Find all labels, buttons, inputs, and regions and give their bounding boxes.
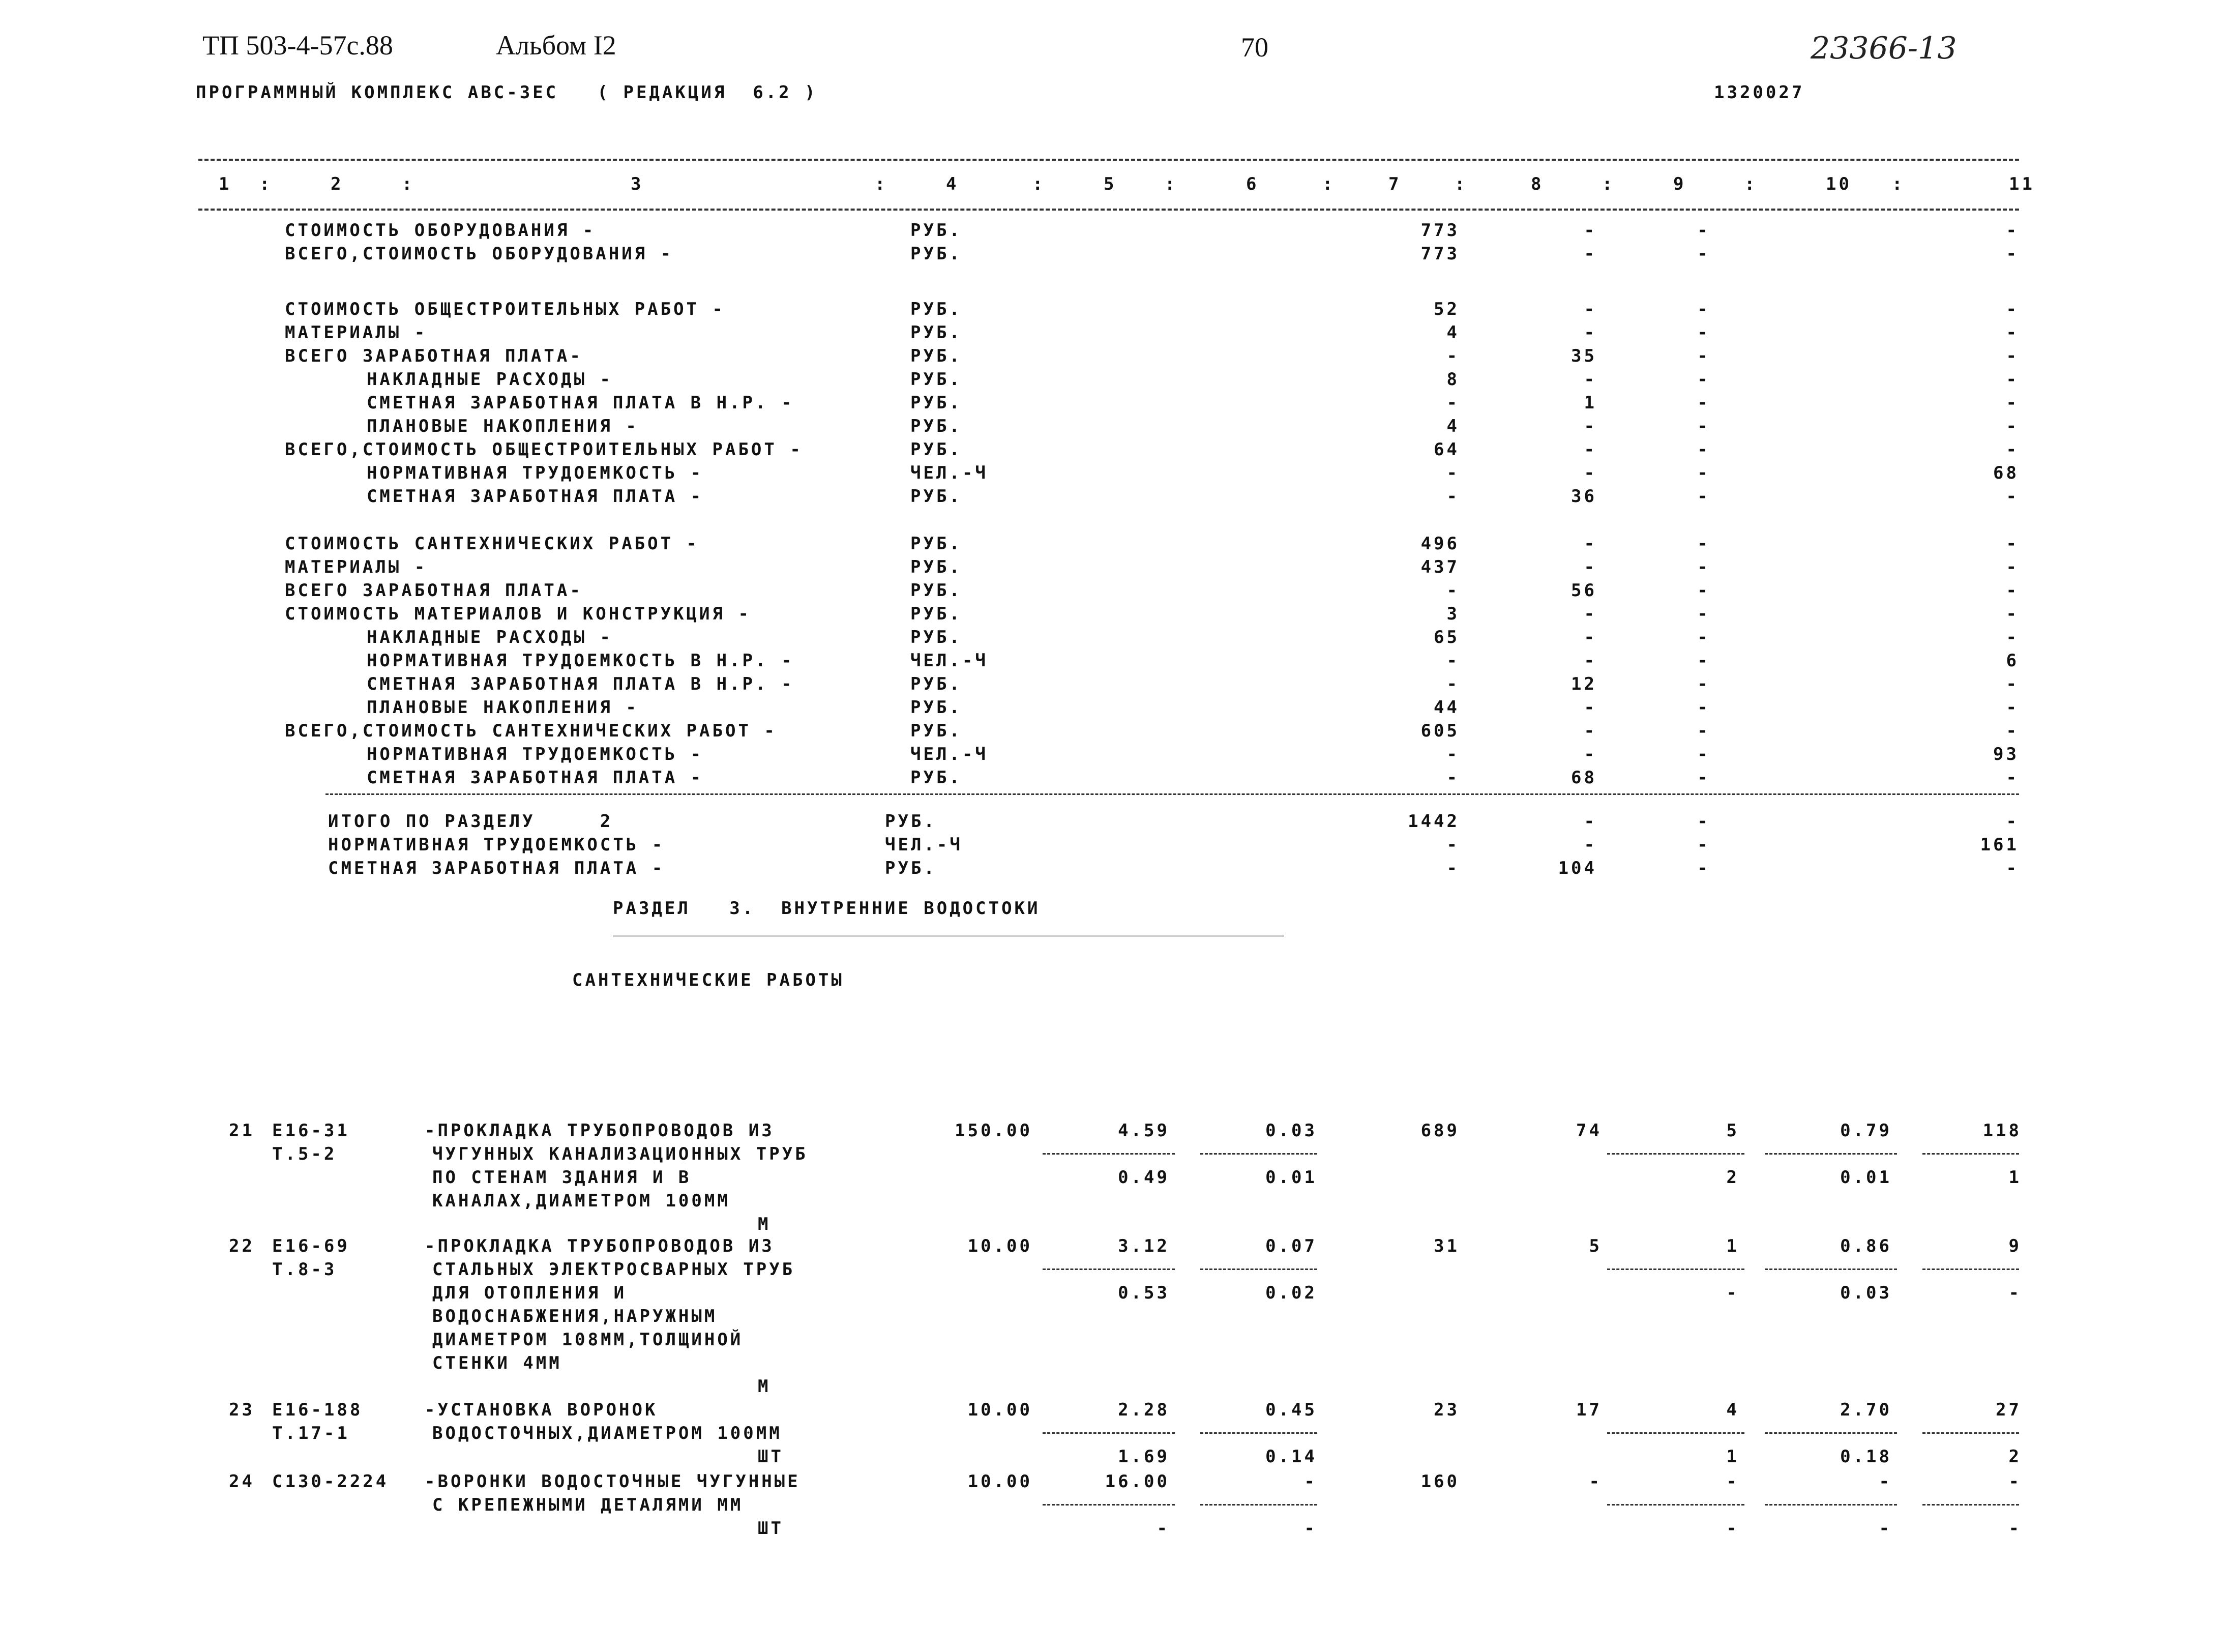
summary-label: ВСЕГО ЗАРАБОТНАЯ ПЛАТА-	[285, 346, 583, 366]
program-line: ПРОГРАММНЫЙ КОМПЛЕКС АВС-3ЕС ( РЕДАКЦИЯ 6.2 )	[196, 82, 818, 103]
summary-col11: -	[2006, 604, 2019, 624]
summary-col7: 64	[1434, 439, 1460, 460]
summary-col11: -	[2006, 721, 2019, 741]
item-col6: 0.45	[1265, 1400, 1317, 1420]
item-col5: 2.28	[1118, 1400, 1170, 1420]
section-underline	[613, 935, 1284, 936]
summary-col7: 4	[1446, 416, 1460, 436]
item-separator	[1765, 1504, 1897, 1506]
summary-unit: РУБ.	[910, 439, 962, 460]
item-unit: М	[758, 1376, 771, 1397]
item-quantity: 150.00	[955, 1120, 1032, 1141]
summary-label: ПЛАНОВЫЕ НАКОПЛЕНИЯ -	[341, 697, 639, 718]
summary-col9: -	[1697, 580, 1710, 601]
item-col9: 1	[1726, 1236, 1739, 1256]
item-unit: ШТ	[758, 1447, 784, 1467]
item-separator	[1607, 1153, 1744, 1155]
summary-col9: -	[1697, 416, 1710, 436]
summary-col8: 68	[1571, 768, 1597, 788]
item-col9: 4	[1726, 1400, 1739, 1420]
column-header-cell: :	[1455, 174, 1468, 194]
summary-label: СТОИМОСТЬ САНТЕХНИЧЕСКИХ РАБОТ -	[285, 534, 700, 554]
summary-col8: -	[1584, 220, 1597, 241]
item-col11-secondary: -	[2008, 1283, 2022, 1303]
item-col9-secondary: 1	[1726, 1447, 1739, 1467]
summary-col8: -	[1584, 416, 1597, 436]
summary-unit: РУБ.	[910, 674, 962, 694]
item-separator	[1922, 1432, 2019, 1434]
program-code: 1320027	[1714, 82, 1805, 103]
item-separator	[1765, 1432, 1897, 1434]
item-separator	[1043, 1268, 1175, 1270]
summary-col11: -	[2006, 580, 2019, 601]
item-ref: Т.17-1	[272, 1423, 350, 1443]
summary-label: МАТЕРИАЛЫ -	[285, 557, 428, 577]
item-separator	[1922, 1153, 2019, 1155]
column-header-cell: 4	[946, 174, 959, 194]
column-header-cell: 5	[1104, 174, 1117, 194]
summary-col7: 65	[1434, 627, 1460, 647]
summary-col11: -	[2006, 439, 2019, 460]
summary-label: НАКЛАДНЫЕ РАСХОДЫ -	[341, 369, 613, 390]
doc-code: ТП 503-4-57с.88	[202, 30, 393, 61]
totals-col9: -	[1697, 858, 1710, 878]
totals-col8: -	[1584, 811, 1597, 832]
header-bottom-rule	[198, 209, 2019, 211]
summary-col8: -	[1584, 534, 1597, 554]
column-header-cell: 6	[1246, 174, 1259, 194]
item-col8: 5	[1589, 1236, 1602, 1256]
column-header-cell: 8	[1531, 174, 1544, 194]
item-ref: Т.8-3	[272, 1259, 337, 1280]
summary-col8: -	[1584, 322, 1597, 343]
item-col5: 3.12	[1118, 1236, 1170, 1256]
item-description-line: ПО СТЕНАМ ЗДАНИЯ И В	[432, 1167, 692, 1188]
summary-col7: 8	[1446, 369, 1460, 390]
item-description-line: -ПРОКЛАДКА ТРУБОПРОВОДОВ ИЗ	[425, 1120, 775, 1141]
summary-col9: -	[1697, 463, 1710, 483]
item-col9-secondary: -	[1726, 1283, 1739, 1303]
summary-col8: -	[1584, 697, 1597, 718]
summary-col8: -	[1584, 463, 1597, 483]
summary-col8: -	[1584, 604, 1597, 624]
item-col10-secondary: 0.01	[1840, 1167, 1892, 1188]
column-header-cell: :	[1322, 174, 1336, 194]
summary-label: ВСЕГО,СТОИМОСТЬ ОБОРУДОВАНИЯ -	[285, 244, 674, 264]
summary-col7: -	[1446, 346, 1460, 366]
item-col11: -	[2008, 1471, 2022, 1492]
summary-unit: РУБ.	[910, 220, 962, 241]
column-header-cell: :	[259, 174, 273, 194]
totals-rule	[325, 793, 2019, 795]
page-number: 70	[1241, 32, 1268, 63]
summary-label: ВСЕГО ЗАРАБОТНАЯ ПЛАТА-	[285, 580, 583, 601]
summary-col7: 773	[1420, 220, 1460, 241]
column-header-cell: 10	[1826, 174, 1852, 194]
item-col9: 5	[1726, 1120, 1739, 1141]
summary-col7: -	[1446, 393, 1460, 413]
item-unit: М	[758, 1214, 771, 1234]
item-col10: 0.86	[1840, 1236, 1892, 1256]
summary-col11: -	[2006, 534, 2019, 554]
summary-col11: 93	[1993, 744, 2019, 764]
item-col5-secondary: -	[1157, 1518, 1170, 1539]
summary-col9: -	[1697, 674, 1710, 694]
summary-col11: 68	[1993, 463, 2019, 483]
column-header-cell: :	[1165, 174, 1178, 194]
summary-unit: ЧЕЛ.-Ч	[910, 463, 988, 483]
summary-col7: 3	[1446, 604, 1460, 624]
item-col9-secondary: 2	[1726, 1167, 1739, 1188]
album-label: Альбом I2	[496, 30, 616, 61]
summary-col11: -	[2006, 322, 2019, 343]
item-separator	[1607, 1504, 1744, 1506]
totals-col7: -	[1446, 858, 1460, 878]
section-title: РАЗДЕЛ 3. ВНУТРЕННИЕ ВОДОСТОКИ	[613, 898, 1041, 919]
summary-unit: РУБ.	[910, 393, 962, 413]
totals-col8: -	[1584, 835, 1597, 855]
summary-label: МАТЕРИАЛЫ -	[285, 322, 428, 343]
item-col6: 0.07	[1265, 1236, 1317, 1256]
summary-col11: 6	[2006, 651, 2019, 671]
item-col5: 4.59	[1118, 1120, 1170, 1141]
summary-col9: -	[1697, 486, 1710, 507]
item-separator	[1043, 1432, 1175, 1434]
summary-col8: 35	[1571, 346, 1597, 366]
column-header-cell: 1	[219, 174, 232, 194]
summary-col7: 4	[1446, 322, 1460, 343]
summary-col7: -	[1446, 768, 1460, 788]
summary-col7: -	[1446, 463, 1460, 483]
totals-label: ИТОГО ПО РАЗДЕЛУ 2	[328, 811, 613, 832]
summary-col7: 52	[1434, 299, 1460, 319]
summary-col8: 36	[1571, 486, 1597, 507]
summary-col9: -	[1697, 604, 1710, 624]
summary-label: СТОИМОСТЬ ОБЩЕСТРОИТЕЛЬНЫХ РАБОТ -	[285, 299, 725, 319]
item-col7: 160	[1420, 1471, 1460, 1492]
item-col5-secondary: 0.49	[1118, 1167, 1170, 1188]
summary-unit: РУБ.	[910, 580, 962, 601]
summary-col9: -	[1697, 651, 1710, 671]
item-separator	[1043, 1504, 1175, 1506]
column-header-cell: 9	[1673, 174, 1686, 194]
summary-unit: ЧЕЛ.-Ч	[910, 651, 988, 671]
summary-unit: РУБ.	[910, 486, 962, 507]
item-separator	[1607, 1268, 1744, 1270]
item-description-line: -ВОРОНКИ ВОДОСТОЧНЫЕ ЧУГУННЫЕ	[425, 1471, 801, 1492]
item-col10: 2.70	[1840, 1400, 1892, 1420]
item-col10-secondary: 0.03	[1840, 1283, 1892, 1303]
summary-col9: -	[1697, 627, 1710, 647]
item-col6-secondary: 0.14	[1265, 1447, 1317, 1467]
item-col11-secondary: 2	[2008, 1447, 2022, 1467]
item-separator	[1607, 1432, 1744, 1434]
column-header-cell: 11	[2009, 174, 2035, 194]
item-description-line: СТЕНКИ 4ММ	[432, 1353, 562, 1373]
item-description-line: С КРЕПЕЖНЫМИ ДЕТАЛЯМИ ММ	[432, 1495, 744, 1515]
summary-col7: -	[1446, 651, 1460, 671]
summary-col8: -	[1584, 439, 1597, 460]
summary-label: НОРМАТИВНАЯ ТРУДОЕМКОСТЬ -	[341, 744, 704, 764]
summary-col8: -	[1584, 299, 1597, 319]
item-col10: -	[1879, 1471, 1892, 1492]
item-col8: -	[1589, 1471, 1602, 1492]
summary-col9: -	[1697, 439, 1710, 460]
column-header-cell: :	[1602, 174, 1615, 194]
summary-unit: РУБ.	[910, 416, 962, 436]
summary-col8: -	[1584, 557, 1597, 577]
item-quantity: 10.00	[967, 1236, 1032, 1256]
summary-col11: -	[2006, 674, 2019, 694]
summary-col8: 56	[1571, 580, 1597, 601]
summary-col7: -	[1446, 674, 1460, 694]
summary-col11: -	[2006, 220, 2019, 241]
item-col5: 16.00	[1105, 1471, 1170, 1492]
summary-unit: РУБ.	[910, 697, 962, 718]
summary-unit: РУБ.	[910, 244, 962, 264]
summary-unit: РУБ.	[910, 604, 962, 624]
summary-unit: РУБ.	[910, 627, 962, 647]
item-col10: 0.79	[1840, 1120, 1892, 1141]
totals-col7: -	[1446, 835, 1460, 855]
totals-col9: -	[1697, 811, 1710, 832]
summary-col9: -	[1697, 369, 1710, 390]
summary-label: ВСЕГО,СТОИМОСТЬ САНТЕХНИЧЕСКИХ РАБОТ -	[285, 721, 777, 741]
totals-col8: 104	[1558, 858, 1597, 878]
summary-col11: -	[2006, 557, 2019, 577]
summary-col7: 437	[1420, 557, 1460, 577]
item-code: Е16-188	[272, 1400, 363, 1420]
column-header-cell: :	[1892, 174, 1905, 194]
item-number: 21	[229, 1120, 255, 1141]
item-col7: 31	[1434, 1236, 1460, 1256]
item-quantity: 10.00	[967, 1471, 1032, 1492]
summary-col7: -	[1446, 744, 1460, 764]
summary-col8: -	[1584, 744, 1597, 764]
column-header-cell: :	[875, 174, 888, 194]
summary-label: СМЕТНАЯ ЗАРАБОТНАЯ ПЛАТА В Н.Р. -	[341, 674, 794, 694]
summary-col8: -	[1584, 244, 1597, 264]
summary-col8: -	[1584, 721, 1597, 741]
summary-col9: -	[1697, 557, 1710, 577]
summary-label: НОРМАТИВНАЯ ТРУДОЕМКОСТЬ -	[341, 463, 704, 483]
summary-col9: -	[1697, 346, 1710, 366]
summary-col9: -	[1697, 393, 1710, 413]
column-header-cell: 3	[631, 174, 644, 194]
totals-col11: -	[2006, 811, 2019, 832]
item-col6-secondary: 0.02	[1265, 1283, 1317, 1303]
summary-unit: РУБ.	[910, 322, 962, 343]
handwritten-number: 23366-13	[1811, 31, 1957, 66]
item-col11: 9	[2008, 1236, 2022, 1256]
item-ref: Т.5-2	[272, 1144, 337, 1164]
item-col5-secondary: 0.53	[1118, 1283, 1170, 1303]
summary-col7: -	[1446, 580, 1460, 601]
summary-col7: 605	[1420, 721, 1460, 741]
totals-col7: 1442	[1408, 811, 1460, 832]
item-col7: 689	[1420, 1120, 1460, 1141]
item-col6-secondary: -	[1304, 1518, 1317, 1539]
item-unit: ШТ	[758, 1518, 784, 1539]
summary-col11: -	[2006, 369, 2019, 390]
item-col10-secondary: -	[1879, 1518, 1892, 1539]
summary-col9: -	[1697, 697, 1710, 718]
item-separator	[1922, 1268, 2019, 1270]
item-separator	[1200, 1504, 1317, 1506]
summary-unit: РУБ.	[910, 768, 962, 788]
totals-col9: -	[1697, 835, 1710, 855]
item-separator	[1922, 1504, 2019, 1506]
column-header-cell: 7	[1388, 174, 1402, 194]
summary-unit: РУБ.	[910, 299, 962, 319]
item-number: 24	[229, 1471, 255, 1492]
column-header-cell: :	[402, 174, 415, 194]
totals-col11: -	[2006, 858, 2019, 878]
item-col6: -	[1304, 1471, 1317, 1492]
item-col9-secondary: -	[1726, 1518, 1739, 1539]
summary-label: СМЕТНАЯ ЗАРАБОТНАЯ ПЛАТА В Н.Р. -	[341, 393, 794, 413]
item-number: 23	[229, 1400, 255, 1420]
item-separator	[1765, 1268, 1897, 1270]
summary-col7: 773	[1420, 244, 1460, 264]
summary-label: НОРМАТИВНАЯ ТРУДОЕМКОСТЬ В Н.Р. -	[341, 651, 794, 671]
totals-unit: РУБ.	[885, 811, 937, 832]
summary-col11: -	[2006, 244, 2019, 264]
summary-col7: -	[1446, 486, 1460, 507]
item-number: 22	[229, 1236, 255, 1256]
summary-col9: -	[1697, 220, 1710, 241]
item-code: С130-2224	[272, 1471, 389, 1492]
summary-label: СМЕТНАЯ ЗАРАБОТНАЯ ПЛАТА -	[341, 768, 704, 788]
summary-label: ПЛАНОВЫЕ НАКОПЛЕНИЯ -	[341, 416, 639, 436]
item-description-line: ВОДОСНАБЖЕНИЯ,НАРУЖНЫМ	[432, 1306, 718, 1326]
summary-unit: РУБ.	[910, 369, 962, 390]
column-header-cell: 2	[331, 174, 344, 194]
summary-label: СТОИМОСТЬ МАТЕРИАЛОВ И КОНСТРУКЦИЯ -	[285, 604, 751, 624]
item-description-line: СТАЛЬНЫХ ЭЛЕКТРОСВАРНЫХ ТРУБ	[432, 1259, 795, 1280]
item-col11: 27	[1996, 1400, 2022, 1420]
summary-label: ВСЕГО,СТОИМОСТЬ ОБЩЕСТРОИТЕЛЬНЫХ РАБОТ -	[285, 439, 803, 460]
section-subtitle: САНТЕХНИЧЕСКИЕ РАБОТЫ	[572, 970, 844, 990]
item-col10-secondary: 0.18	[1840, 1447, 1892, 1467]
item-col6-secondary: 0.01	[1265, 1167, 1317, 1188]
summary-col8: 1	[1584, 393, 1597, 413]
item-description-line: ДЛЯ ОТОПЛЕНИЯ И	[432, 1283, 627, 1303]
item-col11: 118	[1982, 1120, 2022, 1141]
summary-unit: РУБ.	[910, 534, 962, 554]
summary-col11: -	[2006, 416, 2019, 436]
summary-col8: -	[1584, 369, 1597, 390]
totals-col11: 161	[1980, 835, 2019, 855]
totals-unit: РУБ.	[885, 858, 937, 878]
summary-label: НАКЛАДНЫЕ РАСХОДЫ -	[341, 627, 613, 647]
summary-col8: -	[1584, 651, 1597, 671]
summary-col9: -	[1697, 244, 1710, 264]
item-separator	[1043, 1153, 1175, 1155]
item-code: Е16-31	[272, 1120, 350, 1141]
item-description-line: ЧУГУННЫХ КАНАЛИЗАЦИОННЫХ ТРУБ	[432, 1144, 808, 1164]
summary-col11: -	[2006, 393, 2019, 413]
item-separator	[1765, 1153, 1897, 1155]
summary-col11: -	[2006, 486, 2019, 507]
summary-col8: 12	[1571, 674, 1597, 694]
item-description-line: -УСТАНОВКА ВОРОНОК	[425, 1400, 658, 1420]
item-col6: 0.03	[1265, 1120, 1317, 1141]
item-code: Е16-69	[272, 1236, 350, 1256]
item-separator	[1200, 1268, 1317, 1270]
item-col7: 23	[1434, 1400, 1460, 1420]
item-col8: 74	[1576, 1120, 1602, 1141]
item-col11-secondary: 1	[2008, 1167, 2022, 1188]
item-description-line: КАНАЛАХ,ДИАМЕТРОМ 100ММ	[432, 1191, 730, 1211]
summary-col11: -	[2006, 627, 2019, 647]
totals-label: НОРМАТИВНАЯ ТРУДОЕМКОСТЬ -	[328, 835, 665, 855]
summary-unit: ЧЕЛ.-Ч	[910, 744, 988, 764]
summary-unit: РУБ.	[910, 721, 962, 741]
item-separator	[1200, 1432, 1317, 1434]
item-description-line: -ПРОКЛАДКА ТРУБОПРОВОДОВ ИЗ	[425, 1236, 775, 1256]
item-separator	[1200, 1153, 1317, 1155]
summary-col9: -	[1697, 744, 1710, 764]
summary-col8: -	[1584, 627, 1597, 647]
item-col8: 17	[1576, 1400, 1602, 1420]
item-col5-secondary: 1.69	[1118, 1447, 1170, 1467]
column-header-cell: :	[1744, 174, 1758, 194]
item-col11-secondary: -	[2008, 1518, 2022, 1539]
item-col9: -	[1726, 1471, 1739, 1492]
summary-col11: -	[2006, 299, 2019, 319]
summary-label: СТОИМОСТЬ ОБОРУДОВАНИЯ -	[285, 220, 596, 241]
summary-col9: -	[1697, 768, 1710, 788]
summary-col9: -	[1697, 534, 1710, 554]
summary-unit: РУБ.	[910, 557, 962, 577]
summary-col7: 496	[1420, 534, 1460, 554]
header-top-rule	[198, 159, 2019, 161]
summary-col7: 44	[1434, 697, 1460, 718]
item-quantity: 10.00	[967, 1400, 1032, 1420]
summary-col9: -	[1697, 322, 1710, 343]
summary-col11: -	[2006, 768, 2019, 788]
summary-col11: -	[2006, 697, 2019, 718]
item-description-line: ВОДОСТОЧНЫХ,ДИАМЕТРОМ 100ММ	[432, 1423, 782, 1443]
totals-unit: ЧЕЛ.-Ч	[885, 835, 963, 855]
column-header-cell: :	[1032, 174, 1046, 194]
item-description-line: ДИАМЕТРОМ 108ММ,ТОЛЩИНОЙ	[432, 1330, 744, 1350]
summary-unit: РУБ.	[910, 346, 962, 366]
summary-col9: -	[1697, 299, 1710, 319]
summary-col11: -	[2006, 346, 2019, 366]
summary-label: СМЕТНАЯ ЗАРАБОТНАЯ ПЛАТА -	[341, 486, 704, 507]
totals-label: СМЕТНАЯ ЗАРАБОТНАЯ ПЛАТА -	[328, 858, 665, 878]
summary-col9: -	[1697, 721, 1710, 741]
